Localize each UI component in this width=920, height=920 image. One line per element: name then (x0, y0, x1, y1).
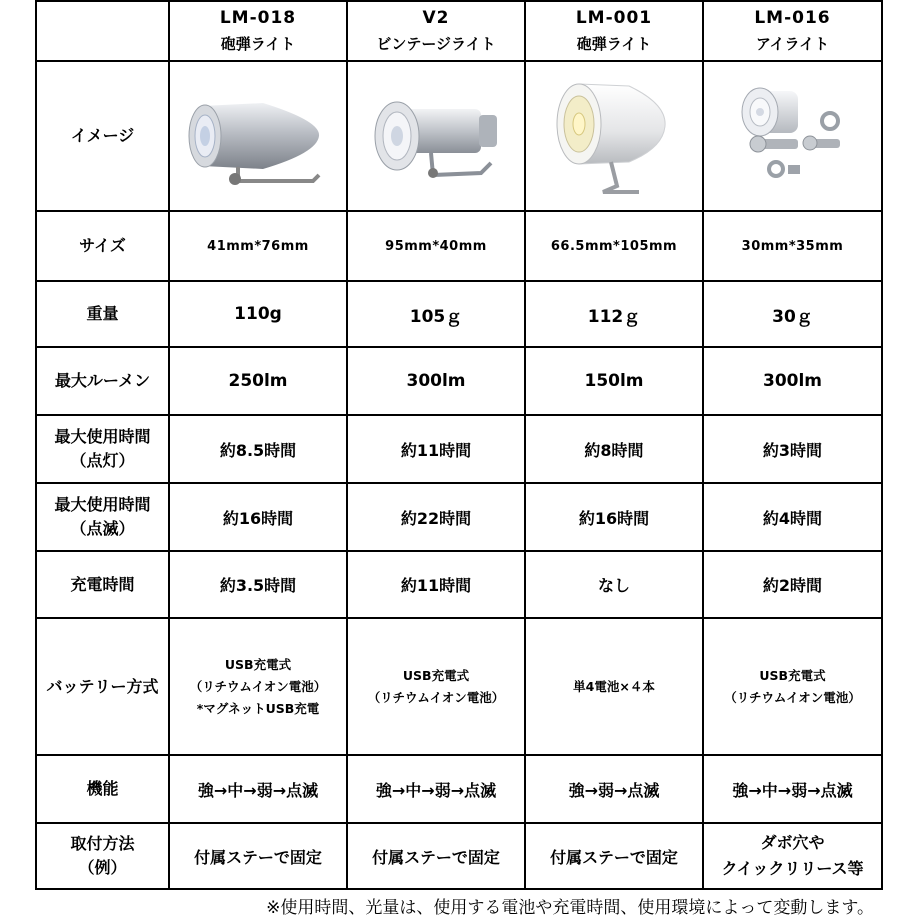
battery-line: USB充電式 (759, 667, 826, 683)
model-kind: ビンテージライト (376, 35, 496, 53)
row-label-lumen: 最大ルーメン (36, 347, 169, 415)
image-row (36, 61, 882, 211)
time-flash-value: 約22時間 (347, 483, 525, 551)
row-label-time-flash (36, 483, 169, 551)
mount-line: 付属ステーで固定 (550, 847, 678, 867)
mount-line: ダボ穴や (760, 833, 825, 852)
time-flash-value: 約16時間 (169, 483, 347, 551)
charge-value: なし (525, 551, 703, 618)
weight-value: 110g (169, 281, 347, 347)
label-line: （点灯） (70, 451, 135, 470)
battery-line: （リチウムイオン電池） (724, 689, 861, 705)
battery-line: （リチウムイオン電池） (367, 689, 505, 705)
lumen-value: 250lm (169, 347, 347, 415)
model-code: LM-001 (575, 8, 653, 28)
header-row (36, 1, 882, 61)
battery-value (347, 618, 525, 755)
size-value: 66.5mm*105mm (525, 211, 703, 281)
time-on-value: 約11時間 (347, 415, 525, 483)
mount-line: 付属ステーで固定 (194, 847, 322, 867)
footnote: ※使用時間、光量は、使用する電池や充電時間、使用環境によって変動します。 (266, 898, 874, 918)
product-image-cell (169, 61, 347, 211)
charge-value: 約11時間 (347, 551, 525, 618)
battery-value (525, 618, 703, 755)
row-label-charge: 充電時間 (36, 551, 169, 618)
battery-line: 単4電池×４本 (573, 678, 655, 694)
charge-value: 約2時間 (703, 551, 882, 618)
time-on-row (36, 415, 882, 483)
weight-row (36, 281, 882, 347)
mount-row (36, 823, 882, 889)
size-value: 95mm*40mm (347, 211, 525, 281)
mount-value (525, 823, 703, 889)
function-value: 強→中→弱→点滅 (169, 755, 347, 823)
weight-value: 112ｇ (525, 281, 703, 347)
battery-line: USB充電式 (224, 656, 292, 672)
time-on-value: 約8.5時間 (169, 415, 347, 483)
battery-value (169, 618, 347, 755)
spec-comparison-table (35, 0, 883, 890)
lumen-row (36, 347, 882, 415)
bullet-light-silver-icon (183, 81, 333, 191)
row-label-image: イメージ (36, 61, 169, 211)
label-line: 最大使用時間 (54, 427, 151, 446)
battery-row (36, 618, 882, 755)
row-label-battery: バッテリー方式 (36, 618, 169, 755)
header-corner-cell (36, 1, 169, 61)
function-value: 強→弱→点滅 (525, 755, 703, 823)
battery-line: USB充電式 (402, 667, 470, 683)
mount-line: クイックリリース等 (721, 859, 864, 878)
model-kind: 砲弾ライト (576, 35, 652, 53)
mount-value (347, 823, 525, 889)
charge-value: 約3.5時間 (169, 551, 347, 618)
time-flash-row (36, 483, 882, 551)
model-kind: 砲弾ライト (220, 35, 296, 53)
mount-line: 付属ステーで固定 (372, 847, 500, 867)
model-kind: アイライト (755, 35, 830, 53)
size-row (36, 211, 882, 281)
bullet-light-white-icon (539, 74, 689, 199)
label-line: （例） (78, 858, 127, 877)
lumen-value: 300lm (347, 347, 525, 415)
product-image-cell (703, 61, 882, 211)
weight-value: 105ｇ (347, 281, 525, 347)
size-value: 30mm*35mm (703, 211, 882, 281)
product-image-cell (525, 61, 703, 211)
function-row (36, 755, 882, 823)
vintage-light-silver-icon (361, 81, 511, 191)
mount-value (703, 823, 882, 889)
battery-line: *マグネットUSB充電 (196, 700, 320, 716)
time-flash-value: 約16時間 (525, 483, 703, 551)
model-header-lm016 (703, 1, 882, 61)
lumen-value: 150lm (525, 347, 703, 415)
row-label-weight: 重量 (36, 281, 169, 347)
model-code: LM-016 (754, 8, 831, 28)
charge-row (36, 551, 882, 618)
function-value: 強→中→弱→点滅 (347, 755, 525, 823)
row-label-function: 機能 (36, 755, 169, 823)
battery-line: （リチウムイオン電池） (189, 678, 327, 694)
battery-value (703, 618, 882, 755)
function-value: 強→中→弱→点滅 (703, 755, 882, 823)
label-line: （点滅） (70, 519, 135, 538)
time-on-value: 約8時間 (525, 415, 703, 483)
model-header-lm018 (169, 1, 347, 61)
time-on-value: 約3時間 (703, 415, 882, 483)
model-code: V2 (422, 8, 450, 28)
time-flash-value: 約4時間 (703, 483, 882, 551)
row-label-mount (36, 823, 169, 889)
model-code: LM-018 (219, 8, 297, 28)
lumen-value: 300lm (703, 347, 882, 415)
mount-value (169, 823, 347, 889)
label-line: 取付方法 (70, 834, 135, 853)
label-line: 最大使用時間 (54, 495, 151, 514)
model-header-lm001 (525, 1, 703, 61)
product-image-cell (347, 61, 525, 211)
size-value: 41mm*76mm (169, 211, 347, 281)
weight-value: 30ｇ (703, 281, 882, 347)
row-label-time-on (36, 415, 169, 483)
model-header-v2 (347, 1, 525, 61)
eye-light-with-bolts-icon (718, 81, 868, 191)
row-label-size: サイズ (36, 211, 169, 281)
